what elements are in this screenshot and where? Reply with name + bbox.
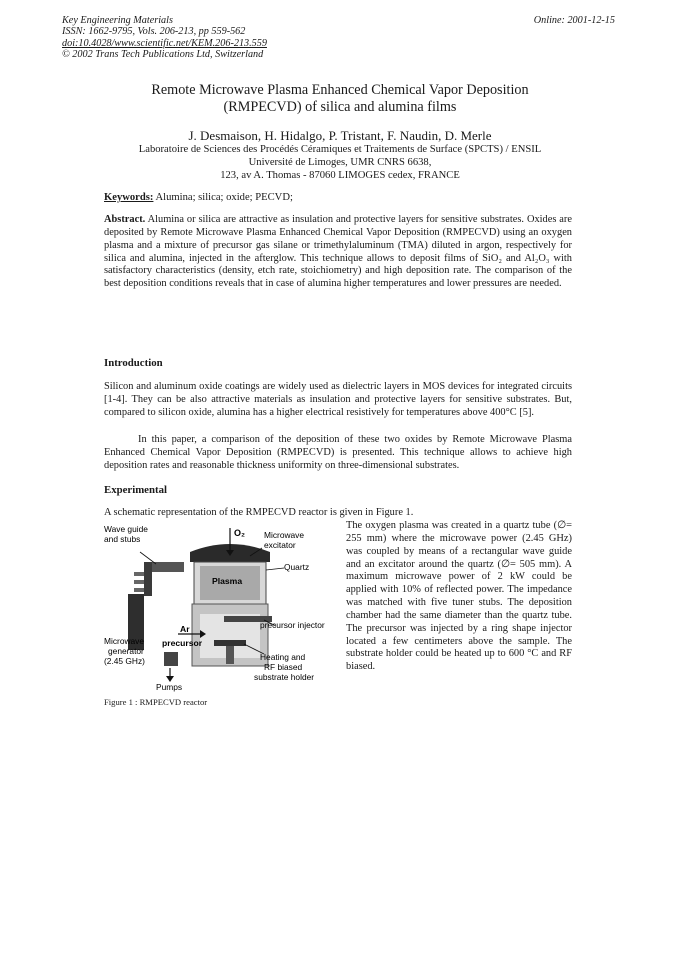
abstract-label: Abstract. bbox=[104, 214, 146, 225]
title-line-2: (RMPECVD) of silica and alumina films bbox=[223, 98, 457, 115]
introduction-heading: Introduction bbox=[104, 357, 163, 369]
label-pumps: Pumps bbox=[156, 682, 183, 692]
journal-name: Key Engineering Materials bbox=[62, 15, 173, 26]
label-o2: O₂ bbox=[234, 528, 245, 538]
introduction-paragraph-2: In this paper, a comparison of the deposition of these two oxides by Remote Microwave Plasma Enhanced Chemical Vapor Deposition (RMPECVD) is presented. This technique allows to achieve high deposition rates and reasonable thickness uniformity on three-dimensional substrates. bbox=[104, 434, 572, 471]
journal-header bbox=[62, 15, 422, 61]
label-precursor: precursor bbox=[162, 638, 203, 648]
copyright-line: © 2002 Trans Tech Publications Ltd, Switzerland bbox=[62, 49, 264, 61]
label-plasma: Plasma bbox=[212, 576, 243, 586]
affiliation bbox=[60, 144, 620, 182]
experimental-intro: A schematic representation of the RMPECVD reactor is given in Figure 1. bbox=[104, 507, 414, 518]
label-substrate-holder: substrate holder bbox=[254, 672, 315, 682]
label-generator-2: generator bbox=[108, 646, 144, 656]
authors: J. Desmaison, H. Hidalgo, P. Tristant, F. Naudin, D. Merle bbox=[188, 128, 492, 143]
doi-link[interactable]: doi:10.4028/www.scientific.net/KEM.206-213.559 bbox=[62, 37, 267, 49]
label-excitator: excitator bbox=[264, 540, 296, 550]
label-and-stubs: and stubs bbox=[104, 534, 141, 544]
waveguide-shape bbox=[148, 562, 184, 572]
label-generator-1: Microwave bbox=[104, 636, 145, 646]
title-line-1: Remote Microwave Plasma Enhanced Chemical Vapor Deposition bbox=[151, 82, 529, 98]
affiliation-line-1: Laboratoire de Sciences des Procédés Céramiques et Traitements de Surface (SPCTS) / ENSIL bbox=[138, 144, 542, 155]
introduction-paragraph-1: Silicon and aluminum oxide coatings are widely used as dielectric layers in MOS devices for integrated circuits [1-4]. They can be also attractive materials as insulation and protective layers for sensitive substrates. But, compared to silicon oxide, alumina has a higher electrical resistively for temperatures above 400°C [5]. bbox=[104, 381, 572, 418]
label-microwave: Microwave bbox=[264, 530, 305, 540]
reactor-diagram bbox=[104, 522, 340, 694]
abstract bbox=[104, 214, 572, 291]
paper-title bbox=[100, 82, 580, 115]
label-generator-3: (2.45 GHz) bbox=[104, 656, 145, 666]
experimental-column-text: The oxygen plasma was created in a quartz tube (∅= 255 mm) where the microwave power (2.45 GHz) was coupled by means of a rectangular wave guide and an excitator around the quartz (∅= 505 mm). A maximum microwave power of 2 kW could be applied with 10% of reflected power. The impedance was matched with five tuner stubs. The deposition chamber had the same diameter than the quartz tube. The precursor was injected by a ring shape injector located a few centimeters above the sample. The substrate holder could be heated up to 600 °C and RF biased. bbox=[346, 520, 572, 673]
pump-pipe bbox=[164, 652, 178, 666]
online-date: Online: 2001-12-15 bbox=[533, 15, 615, 26]
figure-caption: Figure 1 : RMPECVD reactor bbox=[104, 697, 208, 707]
affiliation-line-3: 123, av A. Thomas - 87060 LIMOGES cedex, FRANCE bbox=[220, 169, 460, 181]
label-precursor-injector: precursor injector bbox=[260, 620, 325, 630]
label-wave-guide: Wave guide bbox=[104, 524, 148, 534]
label-rf-biased: RF biased bbox=[264, 662, 303, 672]
reactor-figure bbox=[104, 522, 340, 694]
waveguide-bend bbox=[144, 562, 152, 596]
experimental-heading: Experimental bbox=[104, 484, 167, 496]
issn-line: ISSN: 1662-9795, Vols. 206-213, pp 559-562 bbox=[62, 26, 246, 38]
affiliation-line-2: Université de Limoges, UMR CNRS 6638, bbox=[248, 156, 432, 168]
label-heating: Heating and bbox=[260, 652, 306, 662]
abstract-text: Alumina or silica are attractive as insulation and protective layers for sensitive substrates. Oxides are deposited by Remote Microwave Plasma Enhanced Chemical Vapor Deposition (RMPECVD) using an oxygen plasma and a mixture of precursor gas silane or trimethylaluminum (TMA) diluted in argon, respectively for silica and alumina, injected in the afterglow. This technique allows to deposit films of SiO₂ and Al₂O₃ with satisfactory characteristics (density, etch rate, stoichiometry) and high deposition rate. The comparison of the best deposition conditions reveals that in case of alumina higher temperatures and lower pressures are needed. bbox=[104, 214, 572, 290]
keywords-text: Alumina; silica; oxide; PECVD; bbox=[153, 192, 293, 203]
keywords bbox=[104, 192, 293, 203]
label-quartz: Quartz bbox=[284, 562, 310, 572]
substrate-holder-shape bbox=[214, 640, 246, 646]
label-ar: Ar bbox=[180, 624, 190, 634]
keywords-label: Keywords: bbox=[104, 192, 154, 203]
